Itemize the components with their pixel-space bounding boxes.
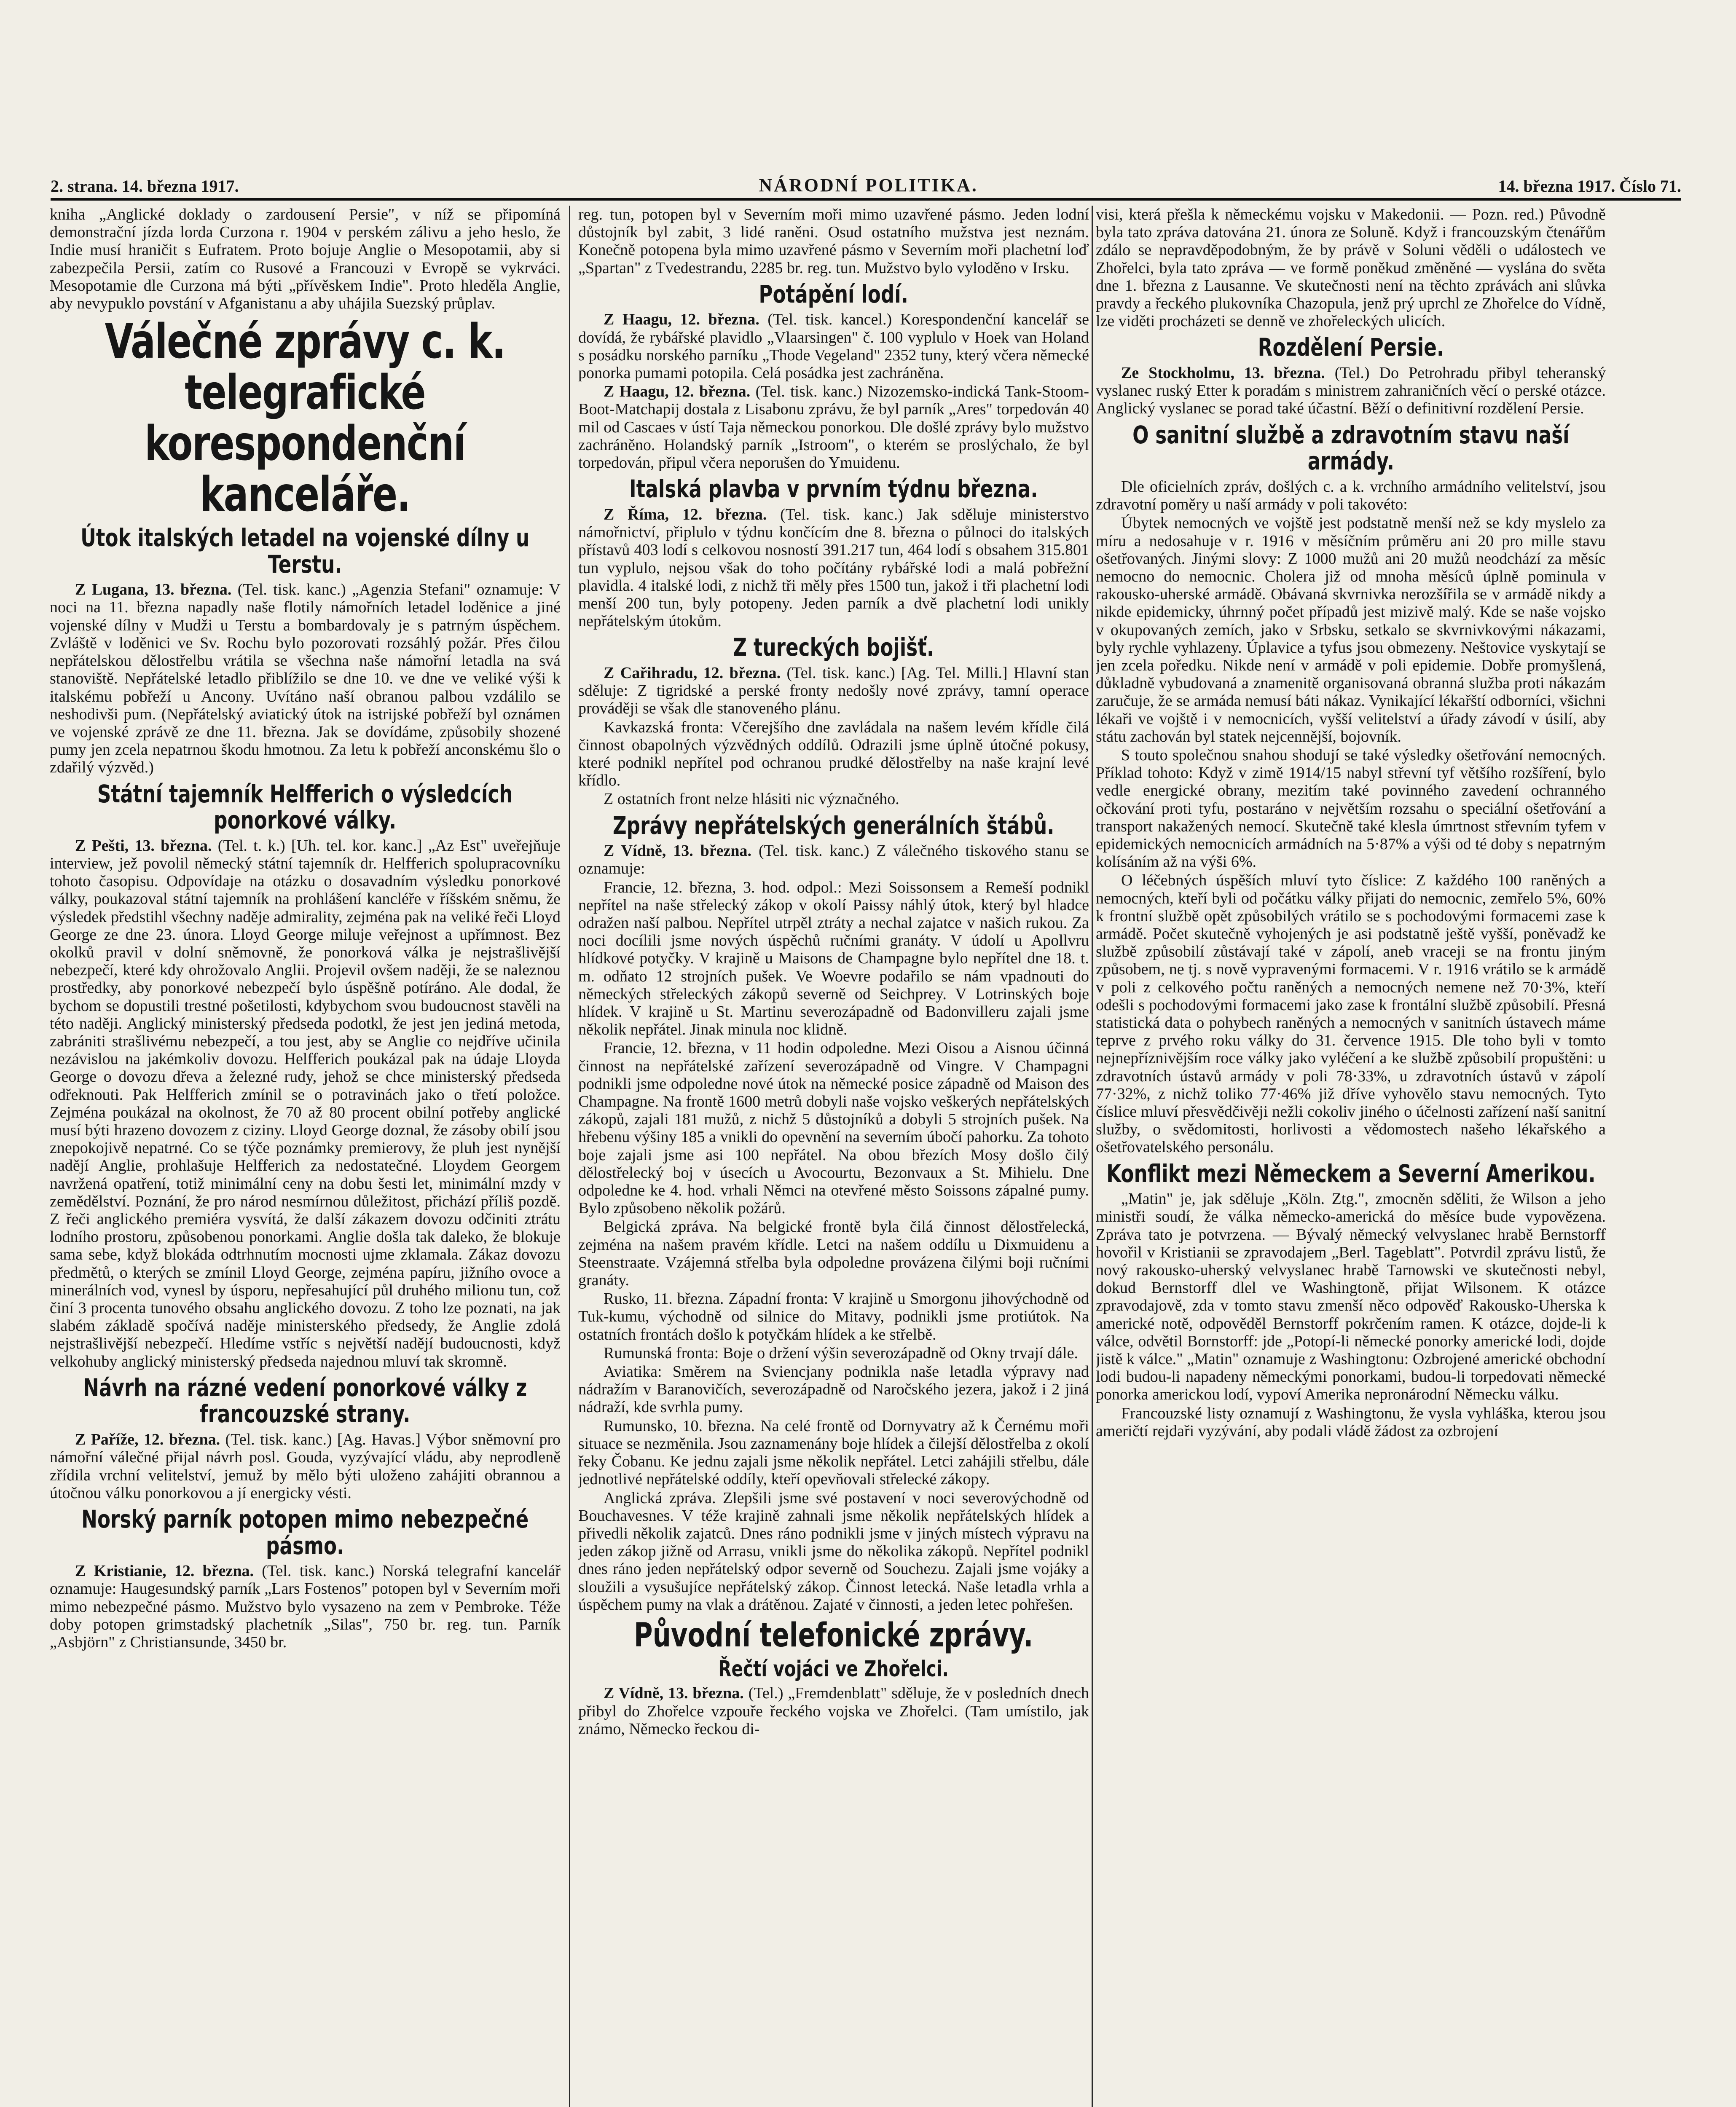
article-headline: Rozdělení Persie. [1258, 333, 1444, 362]
page-header [51, 166, 1681, 196]
article-text: (Tel. tisk. kanc.) [Ag. Havas.] Výbor sněmovní pro námořní válečné přijal návrh posl. Gouda, vyzývající vládu, aby neprodleně zřídila vrchní velitelství, jemuž by mělo býti uloženo zahájiti obrannou a útočnou válku ponorkovou a jí energicky vésti. [50, 1431, 561, 1502]
dateline: Z Haagu, 12. března. [604, 311, 759, 329]
newspaper-masthead: NÁRODNÍ POLITIKA. [759, 175, 978, 196]
article-headline: Konflikt mezi Německem a Severní Amerikou. [1106, 1159, 1596, 1188]
dateline: Z Paříže, 12. března. [75, 1431, 220, 1449]
article-headline: Návrh na rázné vedení ponorkové války z francouzské strany. [83, 1373, 527, 1429]
article-headline: Řečtí vojáci ve Zhořelci. [718, 1657, 949, 1682]
article-body [578, 311, 1089, 382]
header-left-date: 2. strana. 14. března 1917. [51, 177, 239, 196]
article-text: Úbytek nemocných ve vojště jest podstatně menší než se kdy myslelo za míru a nedosahuje v r. 1916 v měsíčním průměru ani 20 pro mille stavu ošetřovaných. Jinými slovy: Z 1000 mužů ani 20 mužů neodchází za měsíc nemocno do nemocnic. Cholera již od mnoha měsíců úplně pominula v rakousko-uherské armádě. Obávaná skvrnivka nerozšířila se v armádě nikdy a nikde epidemicky, úhrnný počet případů jest mizivě malý. Kde se naše vojsko v okupovaných zemích, jako v Srbsku, setkalo se skvrnivkovými nákazami, byly rychle vyhlazeny. Úplavice a tyfus jsou obmezeny. Neštovice vyskytají se jen zcela poředku. Nikde není v armádě v poli epidemie. Dobře promyšlená, důkladně vybudovaná a znamenitě organisovaná obranná služba proti nákazám zaručuje, že se armáda nemusí báti nákaz. Vynikající lékařští odborníci, všichni lékaři ve vojště i v nemocnicích, vyšší velitelství a úřady závodí v úsilí, aby státu zachován byl statek nejcennější, bojovník. [1096, 514, 1606, 745]
article-body [50, 581, 561, 776]
column-3 [1096, 206, 1606, 2107]
article-text: Kavkazská fronta: Včerejšího dne zavládala na našem levém křídle čilá činnost obapolných výzvědných oddílů. Odrazili jsme úplně útočné pokusy, které podnikl nepřítel pod ochranou prudké dělostřelby na naše krajní levé křídlo. [578, 718, 1089, 790]
article-text: (Tel. tisk. kanc.) Nizozemsko-indická Tank-Stoom-Boot-Matchapij dostala z Lisabonu zprávu, že byl parník „Ares" torpedován 40 mil od Cascaes v ústí Taja německou ponorkou. Dle došlé zprávy bylo mužstvo zachráněno. Holandský parník „Istroom", o kterém se proslýchalo, že byl torpedován, připul včera neporušen do Ymuidenu. [578, 383, 1089, 472]
dateline: Z Říma, 12. března. [604, 505, 767, 523]
article-text: (Tel. t. k.) [Uh. tel. kor. kanc.] „Az Est" uveřejňuje interview, jež povolil německý státní tajemník dr. Helfferich spolupracovníku tohoto časopisu. Odpovídaje na otázku o dosavadním výsledku ponorkové války, poukazoval státní tajemník na prohlášení kancléře v říšském sněmu, že výsledek předstihl všechny naděje admirality, zejména pak na veliké řeči Lloyd George ze dne 23. února. Lloyd George miluje veřejnost a upřímnost. Bez okolků pravil v dolní sněmovně, že ponorková válka je nejstrašlivější nebezpečí, které kdy ohrožovalo Anglii. Projevil ovšem naději, že se naleznou prostředky, aby ponorkové nebezpečí bylo úspěšně potíráno. Ale dodal, že bychom se dopustili trestné pošetilosti, kdybychom svou budoucnost stavěli na této naději. Anglický ministerský předseda podotkl, že jest jen jediná metoda, zabrániti strašlivému nebezpečí, a tou jest, aby se Anglie co nejdříve učinila nezávislou na jakémkoliv dovozu. Helfferich poukázal pak na údaje Lloyda George o dovozu dřeva a železné rudy, jehož se chce ministerský předseda odřeknouti. Pak Helfferich zmínil se o potravinách jako o třetí položce. Zejména poukázal na okolnost, že 70 až 80 procent obilní potřeby anglické musí býti hrazeno dovozem z ciziny. Lloyd George doznal, že zásoby obilí jsou znepokojivě nepatrné. Co se týče poznámky premierovy, že pluh jest nynější nadějí Anglie, prohlašuje Helfferich za nedostatečné. Lloydem Georgem navržená opatření, totiž minimální ceny na dobu šesti let, minimální mzdy v zemědělství. Poznání, že pro národ nesmírnou důležitost, přichází příliš pozdě. Z řeči anglického premiéra vysvítá, že další zákazem dovozu odčiniti ztrátu lodního prostoru, způsobenou ponorkami. Anglie došla tak daleko, že blokuje sama sebe, když blokáda odtrhnutím mocnosti ujme zklamala. Zákaz dovozu předmětů, o kterých se zmínil Lloyd George, zejména papíru, jižního ovoce a minerálních vod, vynesl by úsporu, nepřesahující půl druhého milionu tun, což činí 3 procenta tunového obsahu anglického dovozu. Z toho lze poznati, na jak slabém základě spočívá naděje ministerského předsedy, že Anglie zdolá nejstrašlivější nebezpečí. Hledíme vstříc s největší nadějí budoucnosti, když velkohuby anglický ministerský předseda najednou mluví tak skromně. [50, 836, 561, 1370]
article-text: Francouzské listy oznamují z Washingtonu, že vysla vyhláška, kterou jsou američtí rejdaři vyzývání, aby podali vládě žádost za ozbrojení [1096, 1404, 1606, 1440]
dateline: Z Kristianie, 12. března. [75, 1562, 254, 1580]
section-headline: Válečné zprávy c. k. telegrafické korespondenční kanceláře. [105, 314, 505, 523]
article-text: (Tel.) Do Petrohradu přibyl teheranský vyslanec ruský Etter k poradám s ministrem zahraničních věcí o perské otázce. Anglický vyslanec se porad také účastní. Běží o definitivní rozdělení Persie. [1096, 364, 1606, 418]
dateline: Z Vídně, 13. března. [604, 842, 752, 860]
dateline: Z Lugana, 13. března. [75, 581, 232, 599]
header-rule [51, 198, 1681, 201]
article-text: (Tel. tisk. kanc.) Norská telegrafní kancelář oznamuje: Haugesundský parník „Lars Fostenos" potopen byl v Severním moři mimo nebezpečné pásmo. Mužstvo bylo vysazeno na zem v Pembroke. Téže doby potopen grimstadský plachetník „Silas", 750 br. reg. tun. Parník „Asbjörn" z Christiansunde, 3450 br. [50, 1562, 561, 1651]
article-body [578, 1684, 1089, 1738]
article-text: Francie, 12. března, 3. hod. odpol.: Mezi Soissonsem a Remeší podnikl nepřítel na naše střelecký zákop v okolí Paissy náhlý útok, který byl hladce odražen naší palbou. Nepřítel utrpěl ztráty a nechal zajatce v našich rukou. Za noci docílili jsme nových úspěchů ručními granáty. V údolí u Apollvru hlídkové potyčky. V krajině u Maisons de Champagne bylo nepřítel dne 18. t. m. odňato 12 strojních pušek. Ve Woevre podařilo se nám vpadnouti do německých střeleckých zákopů severně od Seichprey. V Lotrinských boje hlídek. V krajině u St. Martinu severozápadně od Badonvilleru zajali jsme několik nepřátel. Jinak minula noc klidně. [578, 878, 1089, 1039]
article-text: Rumunsko, 10. března. Na celé frontě od Dornyvatry až k Černému moři situace se nezměnila. Jsou zaznamenány boje hlídek a čilejší dělostřelba z okolí řeky Čobanu. Ke jednu zajali jsme několik nepřátel. Letci zahájili střelbu, dále jednotlivé nepřátelské oddíly, kteří opevňovali střelecké zákopy. [578, 1417, 1089, 1488]
dateline: Z Pešti, 13. března. [75, 836, 212, 855]
article-text: Rumunská fronta: Boje o držení výšin severozápadně od Okny trvají dále. [604, 1344, 1078, 1362]
dateline: Z Vídně, 13. března. [604, 1684, 744, 1702]
section-headline: Původní telefonické zprávy. [634, 1616, 1033, 1654]
column-1 [50, 206, 561, 2107]
article-text: Z ostatních front nelze hlásiti nic význačného. [604, 790, 899, 808]
article-text: S touto společnou snahou shodují se také výsledky ošetřování nemocných. Příklad tohoto: Když v zimě 1914/15 nabyl střevní tyf většího rozšíření, bylo vedle energické obrany, mezitím také povinného zavedení ochranného očkování proti tyfu, postaráno v největším rozsahu o speciální ošetřování a transport nakažených nemocí. Skutečně také klesla úmrtnost střevním tyfem v epidemických nemocnicích armádních na 5·87% a výši od té doby s nepatrným kolísáním až na výši 6%. [1096, 746, 1606, 871]
article-text: Dle oficielních zpráv, došlých c. a k. vrchního armádního velitelství, jsou zdravotní poměry u naší armády v poli takovéto: [1096, 477, 1606, 514]
article-text: (Tel. tisk. kanc.) Z válečného tiskového stanu se oznamuje: [578, 842, 1089, 878]
article-headline: Potápění lodí. [759, 279, 909, 308]
article-body [578, 383, 1089, 472]
article-text: (Tel. tisk. kancel.) Korespondenční kancelář se dovídá, že rybářské plavidlo „Vlaarsingen" č. 100 vyplulo v Hoek van Holand s posádku norského parníku „Thode Vegeland" 2352 tuny, který včera německé ponorka pumami potopila. Celá posádka jest zachráněna. [578, 311, 1089, 382]
article-headline: O sanitní službě a zdravotním stavu naší armády. [1132, 420, 1570, 476]
article-text: (Tel.) „Fremdenblatt" sděluje, že v posledních dnech přibyl do Zhořelce vzpouře řeckého vojska ve Zhořelci. (Tam umístilo, jak známo, Německo řeckou di- [578, 1684, 1089, 1738]
article-text: Belgická zpráva. Na belgické frontě byla čilá činnost dělostřelecká, zejména na našem pravém křídle. Letci na našem oddílu u Dixmuidenu a Steenstraate. Vzájemná střelba byla odpoledne provázena čilými boji ručními granáty. [578, 1218, 1089, 1289]
article-headline: Italská plavba v prvním týdnu března. [629, 474, 1038, 504]
article-body [578, 506, 1089, 630]
article-continuation: kniha „Anglické doklady o zardousení Persie", v níž se připomíná demonstrační jízda lorda Curzona r. 1904 v perském zálivu a jeho heslo, že Indie musí hraničit s Eufratem. Proto bojuje Anglie o Mesopotamii, aby si zabezpečila Persii, zatím co Rusové a Francouzi v Evropě se vykrváci. Mesopotamie dle Curzona má býti „přívěskem Indie". Proto hleděla Anglie, aby nevypuklo povstání v Afganistanu a aby uhájila Suezský průplav. [50, 206, 561, 313]
article-headline: Zprávy nepřátelských generálních štábů. [613, 811, 1054, 840]
column-divider [1092, 206, 1093, 2107]
article-continuation: visi, která přešla k německému vojsku v Makedonii. — Pozn. red.) Původně byla tato zpráva datována 21. února ze Soluně. Když i francouzským čtenářům zdálo se nepravděpodobným, že by právě v Soluni věděli o událostech ve Zhořelci, byla tato zpráva — ve formě poněkud změněné — vyslána do světa dne 1. března z Lausanne. Ve skutečnosti není na těchto zprávách ani slůvka pravdy a řeckého plukovníka Chazopula, jenž prý uprchl ze Zhořelce do Vídně, lze viděti procházeti se denně ve zhořeleckých ulicích. [1096, 206, 1606, 330]
article-text: Francie, 12. března, v 11 hodin odpoledne. Mezi Oisou a Aisnou účinná činnost na nepřátelské zařízení severozápadně od Vingre. V Champagni podnikli jsme odpoledne nové útok na německé posice západně od Maison des Champagne. Na frontě 1600 metrů dobyli naše vojsko veškerých nepřátelských zákopů, zajali 181 mužů, z nichž 5 důstojníků a dobyli 5 strojních pušek. Na hřebenu výšiny 185 a vnikli do opevnění na severním úbočí pahorku. Za tohoto boje zajali jsme asi 100 nepřátel. Na obou březích Mosy došlo čilý dělostřelecký boj v úsecích u Avocourtu, Bezonvaux a St. Mihielu. Dne odpoledne ke 4. hod. vrhali Němci na otevřené město Soissons zápalné pumy. Bylo způsobeno několik požárů. [578, 1039, 1089, 1217]
article-body [50, 837, 561, 1370]
article-text: (Tel. tisk. kanc.) „Agenzia Stefani" oznamuje: V noci na 11. března napadly naše flotily námořních letadel loděnice a jiné vojenské dílny v Mudži u Terstu a bombardovaly je s patrným úspěchem. Zvláště v loděnici ve Sv. Rochu bylo pozorovati rozsáhlý požár. Přes čilou nepřátelskou dělostřelbu vrátila se všechna naše námořní letadla na svá stanoviště. Nepřátelské letadlo přiblížilo se dne 10. ve dne ve veliké výši k italskému pobřeží u Ancony. Uvítáno naší obranou palbou vzdálilo se neshodivši pum. (Nepřátelský aviatický útok na istrijské pobřeží byl oznámen ve vojenské zprávě ze dne 11. března. Jak se dovídáme, způsobily shozené pumy jen zcela nepatrnou škodu hmotnou. Za letu k pobřeží anconskému šlo o zdařilý výzvěd.) [50, 581, 561, 777]
article-headline: Státní tajemník Helfferich o výsledcích ponorkové války. [97, 779, 513, 835]
article-text: „Matin" je, jak sděluje „Köln. Ztg.", zmocněn sděliti, že Wilson a jeho ministři soudí, že válka německo-americká do měsíce bude vypovězena. Zpráva tato je potvrzena. — Bývalý německý velvyslanec hrabě Bernstorff hovořil v Kristianii se zpravodajem „Berl. Tageblatt". Potvrdil zprávu listů, že nový rakousko-uherský velvyslanec hrabě Tarnowski ve skutečnosti nebyl, dokud Bernstorff dlel ve Washingtoně, přijat Wilsonem. K otázce zpravodajově, zda v tomto stavu zmenší něco odpověď Rakousko-Uherska k americké notě, odpověděl Bernstorff pokrčením ramen. K otázce, dojde-li k válce, odvětil Bornstorff: jde „Potopí-li německé ponorky americké lodi, dojde jistě k válce." „Matin" oznamuje z Washingtonu: Ozbrojené americké obchodní lodi budou-li napadeny německými ponorkami, budou-li torpedovati německé ponorka americkou lodí, vypoví Amerika nepronárodní Německu válku. [1096, 1190, 1606, 1404]
column-divider [569, 206, 570, 2107]
article-text: Anglická zpráva. Zlepšili jsme své postavení v noci severovýchodně od Bouchavesnes. V téže krajině zahnali jsme několik nepřátelských hlídek a přivedli několik zajatců. Dnes ráno podnikli jsme v jiných místech výpravu na jeden zákop jižně od Arrasu, vnikli jsme do několika zákopů. Nepřítel podnikl dnes ráno jeden nepřátelský odpor severně od Souchezu. Zajali jsme vojáky a sloužili a vysušujíce nepřátelský zákop. Činnost letecká. Naše letadla vrhla a úspěchem pumy na vlak a drátěnou. Zajaté v činnosti, a jeden letec pohřešen. [578, 1489, 1089, 1614]
article-body [50, 1431, 561, 1502]
article-text: (Tel. tisk. kanc.) [Ag. Tel. Milli.] Hlavní stan sděluje: Z tigridské a perské fronty nedošly nové zprávy, tamní operace prováději se však dle stanoveného plánu. [578, 664, 1089, 718]
article-headline: Útok italských letadel na vojenské dílny u Terstu. [80, 523, 530, 579]
article-headline: Norský parník potopen mimo nebezpečné pásmo. [81, 1504, 529, 1560]
article-body [578, 664, 1089, 718]
dateline: Z Haagu, 12. března. [604, 383, 751, 401]
article-text: O léčebných úspěších mluví tyto číslice: Z každého 100 raněných a nemocných, kteří byli od počátku války přijati do nemocnic, zemřelo 5%, 60% k frontní službě opět způsobilých vrátilo se s pochodovými formacemi zase k armádě. Počet skutečně vyhojených je asi podstatně ještě vyšší, poněvadž ke službě způsobilí zůstávají také v zápolí, aneb vraceji se na frontu jiným způsobem, ne tj. s nově vypravenými formacemi. V r. 1916 vrátilo se k armádě v poli z celkového počtu raněných a nemocných nemene než 70·3%, kteří odešli s pochodovými formacemi jako zase k frontální službě způsobilí. Přesná statistická data o pohybech raněných a nemocných v sanitních ústavech máme teprve z prvého roku války do 31. července 1915. Dle toho byli v tomto nejnepříznivějším roce války jako vyléčení a ke službě způsobilí propuštěni: u zdravotních ústavů armády v poli 78·33%, u zdravotních ústavů v zápolí 77·32%, z nichž toliko 77·46% již dříve vyhovělo stavu nemocných. Tyto číslice mluví přesvědčivěji nežli cokoliv jiného o účelnosti zařízení naší sanitní služby, o svědomitosti, horlivosti a vědomostech našeho lékařského a ošetřovatelského personálu. [1096, 871, 1606, 1156]
article-headline: Z tureckých bojišť. [733, 633, 934, 662]
dateline: Z Cařihradu, 12. března. [604, 664, 781, 682]
article-body [50, 1562, 561, 1651]
column-2 [578, 206, 1089, 2107]
article-text: Rusko, 11. března. Západní fronta: V krajině u Smorgonu jihovýchodně od Tuk-kumu, východně od silnice do Mitavy, podnikli jsme protiútok. Na ostatních frontách došlo k potyčkám hlídek a ke střelbě. [578, 1290, 1089, 1343]
article-continuation: reg. tun, potopen byl v Severním moři mimo uzavřené pásmo. Jeden lodní důstojník byl zabit, 3 lidé raněni. Osud ostatního mužstva jest neznám. Konečně potopena byla mimo uzavřené pásmo v Severním moři plachetní loď „Spartan" z Tvedestrandu, 2285 br. reg. tun. Mužstvo bylo vyloděno v Irsku. [578, 206, 1089, 277]
article-body [578, 842, 1089, 877]
header-right-issue: 14. března 1917. Číslo 71. [1498, 177, 1681, 196]
article-text: Aviatika: Směrem na Sviencjany podnikla naše letadla výpravy nad nádražím v Baranovičích, severozápadně od Naročského jezera, jakož i 2 jiná nádraží, kde svrhla pumy. [578, 1363, 1089, 1416]
article-body [1096, 364, 1606, 418]
article-text: (Tel. tisk. kanc.) Jak sděluje ministerstvo námořnictví, připlulo v týdnu končícím dne 8. března o půlnoci do italských přístavů 403 lodí s celkovou nosností 391.217 tun, 464 lodí s obsahem 315.801 tun vyplulo, nejsou však do toho počítány rybářské lodi a malá pobřežní plavidla. 4 italské lodi, z nichž tři měly přes 1500 tun, jakož i tři plachetní lodi menší 200 tun, byly potopeny. Jeden parník a dvě plachetní lodi unikly nepřátelským útokům. [578, 505, 1089, 630]
dateline: Ze Stockholmu, 13. března. [1121, 364, 1325, 382]
